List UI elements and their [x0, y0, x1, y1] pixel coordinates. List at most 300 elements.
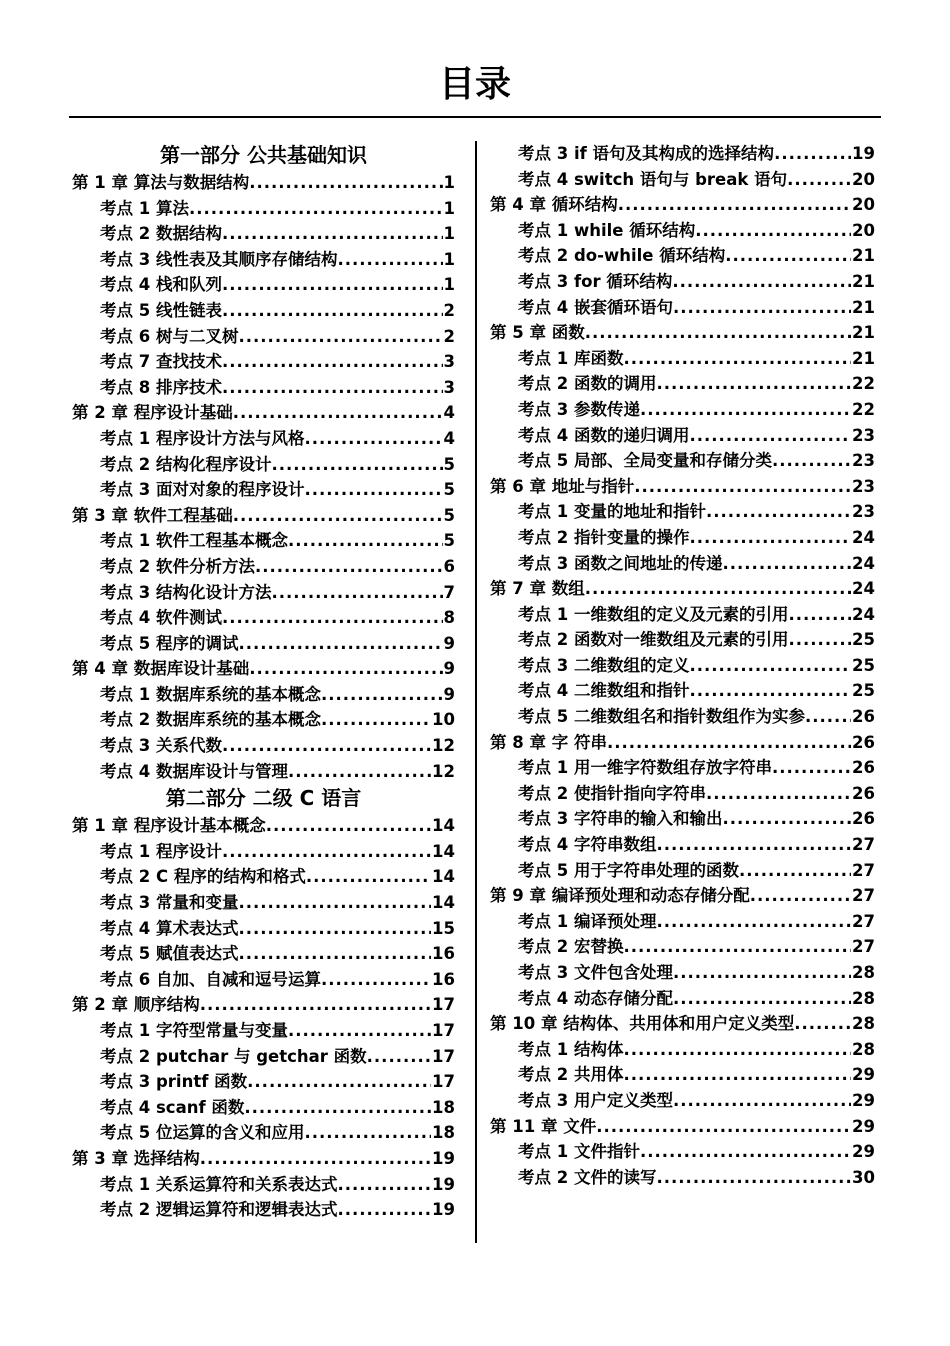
toc-topic-entry[interactable] [490, 295, 875, 321]
dot-leader [788, 627, 851, 653]
page-title: 目录 [438, 64, 511, 105]
toc-topic-entry[interactable] [72, 580, 455, 606]
dot-leader [238, 890, 431, 916]
dot-leader [585, 320, 851, 346]
entry-title: 第 2 章 程序设计基础 [72, 403, 233, 423]
entry-title: 考点 6 树与二叉树 [100, 326, 239, 346]
entry-title: 考点 2 数据库系统的基本概念 [100, 710, 321, 730]
toc-chapter-entry[interactable] [490, 474, 875, 500]
entry-title: 考点 3 for 循环结构 [518, 271, 673, 291]
page-number: 23 [852, 476, 875, 496]
page-number: 25 [852, 630, 875, 650]
entry-title: 考点 3 函数之间地址的传递 [518, 553, 723, 573]
page-number: 14 [432, 893, 455, 913]
entry-title: 考点 1 文件指针 [518, 1142, 640, 1162]
entry-title: 考点 4 动态存储分配 [518, 988, 673, 1008]
page-number: 25 [852, 681, 875, 701]
page-number: 9 [443, 633, 455, 653]
dot-leader [623, 934, 851, 960]
page-number: 10 [432, 710, 455, 730]
toc-topic-entry[interactable] [490, 653, 875, 679]
dot-leader [787, 167, 851, 193]
toc-topic-entry[interactable] [490, 141, 875, 167]
toc-topic-entry[interactable] [72, 554, 455, 580]
page-number: 1 [443, 275, 455, 295]
dot-leader [607, 730, 851, 756]
toc-chapter-entry[interactable] [490, 1114, 875, 1140]
dot-leader [673, 1088, 851, 1114]
page-number: 21 [852, 297, 875, 317]
dot-leader [623, 1037, 851, 1063]
entry-title: 第 11 章 文件 [490, 1116, 597, 1136]
dot-leader [288, 1018, 431, 1044]
page-number: 19 [432, 1148, 455, 1168]
toc-topic-entry[interactable] [72, 759, 455, 785]
dot-leader [249, 170, 442, 196]
dot-leader [304, 426, 442, 452]
entry-title: 考点 3 printf 函数 [100, 1072, 248, 1092]
entry-title: 第 2 章 顺序结构 [72, 995, 200, 1015]
dot-leader [337, 1197, 431, 1223]
toc-topic-entry[interactable] [490, 909, 875, 935]
page-number: 26 [852, 783, 875, 803]
entry-title: 考点 2 函数的调用 [518, 374, 657, 394]
dot-leader [244, 1095, 431, 1121]
page-number: 19 [432, 1174, 455, 1194]
entry-title: 考点 2 文件的读写 [518, 1167, 657, 1187]
toc-topic-entry[interactable] [72, 528, 455, 554]
page-number: 14 [432, 867, 455, 887]
entry-title: 考点 2 使指针指向字符串 [518, 783, 706, 803]
toc-topic-entry[interactable] [72, 1095, 455, 1121]
toc-topic-entry[interactable] [72, 605, 455, 631]
page-number: 29 [852, 1065, 875, 1085]
toc-topic-entry[interactable] [72, 916, 455, 942]
entry-title: 考点 1 一维数组的定义及元素的引用 [518, 604, 789, 624]
entry-title: 第 4 章 循环结构 [490, 195, 618, 215]
toc-chapter-entry[interactable] [490, 320, 875, 346]
entry-title: 考点 1 while 循环结构 [518, 220, 696, 240]
dot-leader [222, 298, 443, 324]
toc-topic-entry[interactable] [72, 1172, 455, 1198]
dot-leader [238, 916, 431, 942]
entry-title: 考点 3 关系代数 [100, 736, 222, 756]
dot-leader [238, 941, 431, 967]
toc-topic-entry[interactable] [490, 1165, 875, 1191]
entry-title: 考点 4 字符串数组 [518, 835, 657, 855]
page-number: 29 [852, 1116, 875, 1136]
entry-title: 第 9 章 编译预处理和动态存储分配 [490, 886, 750, 906]
entry-title: 第 5 章 函数 [490, 323, 585, 343]
page-number: 21 [852, 271, 875, 291]
dot-leader [805, 704, 851, 730]
dot-leader [673, 986, 851, 1012]
entry-title: 考点 2 宏替换 [518, 937, 624, 957]
dot-leader [695, 218, 851, 244]
entry-title: 考点 4 scanf 函数 [100, 1097, 245, 1117]
dot-leader [304, 1120, 431, 1146]
page-number: 8 [443, 608, 455, 628]
toc-chapter-entry[interactable] [72, 656, 455, 682]
page-number: 12 [432, 736, 455, 756]
dot-leader [618, 192, 851, 218]
toc-topic-entry[interactable] [72, 682, 455, 708]
entry-title: 考点 4 栈和队列 [100, 275, 222, 295]
entry-title: 第 1 章 算法与数据结构 [72, 173, 250, 192]
entry-title: 考点 3 if 语句及其构成的选择结构 [518, 144, 775, 163]
toc-topic-entry[interactable] [490, 602, 875, 628]
part-heading-text: 第二部分 二级 C 语言 [165, 786, 362, 811]
entry-title: 考点 2 do-while 循环结构 [518, 246, 726, 266]
toc-topic-entry[interactable] [490, 167, 875, 193]
dot-leader [247, 1069, 431, 1095]
page-number: 24 [852, 527, 875, 547]
entry-title: 考点 4 数据库设计与管理 [100, 761, 288, 781]
page-number: 23 [852, 502, 875, 522]
dot-leader [255, 554, 443, 580]
dot-leader [623, 346, 851, 372]
page-number: 28 [852, 1039, 875, 1059]
dot-leader [233, 400, 443, 426]
dot-leader [673, 960, 851, 986]
entry-title: 考点 1 关系运算符和关系表达式 [100, 1174, 338, 1194]
toc-chapter-entry[interactable] [490, 883, 875, 909]
dot-leader [222, 605, 443, 631]
toc-topic-entry[interactable] [72, 272, 455, 298]
dot-leader [321, 967, 431, 993]
entry-title: 考点 4 算术表达式 [100, 918, 239, 938]
page-number: 26 [852, 732, 875, 752]
entry-title: 考点 7 查找技术 [100, 352, 222, 372]
page-number: 3 [443, 352, 455, 372]
entry-title: 考点 2 结构化程序设计 [100, 454, 272, 474]
page-number: 14 [432, 841, 455, 861]
entry-title: 考点 1 程序设计 [100, 841, 222, 861]
dot-leader [788, 602, 851, 628]
toc-topic-entry[interactable] [490, 499, 875, 525]
entry-title: 考点 5 用于字符串处理的函数 [518, 860, 739, 880]
page-number: 5 [443, 480, 455, 500]
page-number: 29 [852, 1090, 875, 1110]
toc-topic-entry[interactable] [72, 707, 455, 733]
entry-title: 考点 5 局部、全局变量和存储分类 [518, 451, 772, 471]
dot-leader [306, 864, 431, 890]
toc-topic-entry[interactable] [72, 1069, 455, 1095]
toc-chapter-entry[interactable] [72, 400, 455, 426]
toc-topic-entry[interactable] [490, 525, 875, 551]
toc-topic-entry[interactable] [72, 941, 455, 967]
page-number: 1 [443, 173, 455, 192]
entry-title: 考点 1 结构体 [518, 1039, 624, 1059]
toc-topic-entry[interactable] [490, 960, 875, 986]
dot-leader [689, 423, 851, 449]
entry-title: 考点 2 C 程序的结构和格式 [100, 867, 306, 887]
toc-topic-entry[interactable] [490, 1062, 875, 1088]
entry-title: 考点 3 线性表及其顺序存储结构 [100, 249, 338, 269]
page-number: 22 [852, 374, 875, 394]
entry-title: 考点 2 共用体 [518, 1065, 624, 1085]
toc-topic-entry[interactable] [72, 298, 455, 324]
page-number: 17 [432, 1021, 455, 1040]
page-number: 16 [432, 944, 455, 964]
entry-title: 考点 1 字符型常量与变量 [100, 1021, 288, 1040]
toc-topic-entry[interactable] [490, 1037, 875, 1063]
page-number: 17 [432, 1072, 455, 1092]
page-number: 15 [432, 918, 455, 938]
toc-topic-entry[interactable] [490, 1139, 875, 1165]
entry-title: 考点 1 库函数 [518, 348, 624, 368]
toc-topic-entry[interactable] [72, 247, 455, 273]
toc-topic-entry[interactable] [72, 733, 455, 759]
column-divider [475, 141, 477, 1243]
toc-topic-entry[interactable] [72, 349, 455, 375]
entry-title: 考点 4 二维数组和指针 [518, 681, 690, 701]
page-number: 16 [432, 969, 455, 989]
dot-leader [656, 909, 851, 935]
toc-topic-entry[interactable] [72, 1044, 455, 1070]
toc-topic-entry[interactable] [72, 452, 455, 478]
page-number: 22 [852, 399, 875, 419]
page-number: 5 [443, 454, 455, 474]
page-number: 23 [852, 425, 875, 445]
entry-title: 考点 1 用一维字符数组存放字符串 [518, 758, 772, 778]
toc-chapter-entry[interactable] [72, 813, 455, 839]
page-number: 17 [432, 995, 455, 1015]
toc-topic-entry[interactable] [72, 631, 455, 657]
toc-topic-entry[interactable] [490, 218, 875, 244]
page-number: 4 [443, 428, 455, 448]
page-number: 20 [852, 220, 875, 240]
entry-title: 考点 3 常量和变量 [100, 893, 239, 913]
page-number: 19 [852, 144, 875, 163]
page-number: 27 [852, 937, 875, 957]
dot-leader [271, 452, 442, 478]
toc-topic-entry[interactable] [490, 371, 875, 397]
entry-title: 考点 1 算法 [100, 198, 189, 218]
entry-title: 考点 5 二维数组名和指针数组作为实参 [518, 707, 805, 727]
toc-left-column [72, 141, 455, 1223]
toc-topic-entry[interactable] [490, 806, 875, 832]
dot-leader [222, 272, 443, 298]
page-number: 21 [852, 348, 875, 368]
dot-leader [794, 1011, 851, 1037]
toc-chapter-entry[interactable] [72, 1146, 455, 1172]
entry-title: 考点 4 switch 语句与 break 语句 [518, 169, 788, 189]
toc-chapter-entry[interactable] [72, 992, 455, 1018]
entry-title: 考点 3 字符串的输入和输出 [518, 809, 723, 829]
toc-topic-entry[interactable] [72, 221, 455, 247]
dot-leader [189, 196, 443, 222]
dot-leader [222, 839, 431, 865]
dot-leader [271, 580, 442, 606]
page-number: 2 [443, 300, 455, 320]
dot-leader [337, 247, 442, 273]
toc-topic-entry[interactable] [490, 423, 875, 449]
toc-topic-entry[interactable] [72, 839, 455, 865]
page-number: 19 [432, 1200, 455, 1220]
toc-topic-entry[interactable] [72, 1018, 455, 1044]
dot-leader [774, 141, 851, 167]
dot-leader [706, 499, 851, 525]
toc-topic-entry[interactable] [490, 627, 875, 653]
entry-title: 考点 6 自加、自减和逗号运算 [100, 969, 321, 989]
page-number: 26 [852, 707, 875, 727]
entry-title: 考点 3 面对对象的程序设计 [100, 480, 305, 500]
dot-leader [596, 1114, 851, 1140]
page-number: 2 [443, 326, 455, 346]
toc-topic-entry[interactable] [72, 477, 455, 503]
title-underline [69, 116, 881, 118]
page-number: 28 [852, 988, 875, 1008]
toc-topic-entry[interactable] [490, 269, 875, 295]
entry-title: 考点 1 编译预处理 [518, 911, 657, 931]
toc-topic-entry[interactable] [490, 448, 875, 474]
entry-title: 考点 2 逻辑运算符和逻辑表达式 [100, 1200, 338, 1220]
toc-topic-entry[interactable] [72, 864, 455, 890]
entry-title: 考点 2 函数对一维数组及元素的引用 [518, 630, 789, 650]
page-number: 5 [443, 531, 455, 551]
entry-title: 第 8 章 字 符串 [490, 732, 607, 752]
toc-topic-entry[interactable] [490, 934, 875, 960]
toc-chapter-entry[interactable] [490, 730, 875, 756]
toc-chapter-entry[interactable] [72, 503, 455, 529]
entry-title: 考点 4 函数的递归调用 [518, 425, 690, 445]
dot-leader [656, 371, 851, 397]
toc-topic-entry[interactable] [490, 243, 875, 269]
toc-topic-entry[interactable] [72, 375, 455, 401]
toc-right-column [490, 141, 875, 1190]
toc-topic-entry[interactable] [490, 704, 875, 730]
dot-leader [249, 656, 442, 682]
page-number: 28 [852, 1014, 875, 1034]
dot-leader [222, 349, 443, 375]
dot-leader [689, 653, 851, 679]
entry-title: 考点 5 赋值表达式 [100, 944, 239, 964]
dot-leader [233, 503, 443, 529]
entry-title: 考点 3 二维数组的定义 [518, 655, 690, 675]
entry-title: 考点 3 结构化设计方法 [100, 582, 272, 602]
dot-leader [238, 324, 442, 350]
dot-leader [772, 448, 851, 474]
toc-topic-entry[interactable] [490, 986, 875, 1012]
toc-topic-entry[interactable] [490, 397, 875, 423]
toc-topic-entry[interactable] [72, 196, 455, 222]
page-number: 20 [852, 195, 875, 215]
page-number: 9 [443, 659, 455, 679]
dot-leader [640, 1139, 851, 1165]
entry-title: 第 7 章 数组 [490, 579, 585, 599]
toc-chapter-entry[interactable] [490, 192, 875, 218]
toc-topic-entry[interactable] [72, 1197, 455, 1223]
dot-leader [739, 858, 851, 884]
page-number: 24 [852, 579, 875, 599]
dot-leader [656, 1165, 851, 1191]
page-number: 7 [443, 582, 455, 602]
toc-chapter-entry[interactable] [490, 576, 875, 602]
toc-topic-entry[interactable] [490, 832, 875, 858]
entry-title: 考点 3 参数传递 [518, 399, 640, 419]
dot-leader [750, 883, 851, 909]
dot-leader [222, 221, 443, 247]
page-number: 27 [852, 886, 875, 906]
page-number: 3 [443, 377, 455, 397]
toc-topic-entry[interactable] [72, 967, 455, 993]
page-number: 1 [443, 198, 455, 218]
entry-title: 第 1 章 程序设计基本概念 [72, 816, 266, 836]
toc-topic-entry[interactable] [490, 346, 875, 372]
dot-leader [222, 375, 443, 401]
toc-topic-entry[interactable] [72, 324, 455, 350]
page-number: 21 [852, 246, 875, 266]
page-number: 23 [852, 451, 875, 471]
toc-topic-entry[interactable] [72, 426, 455, 452]
part-heading-text: 第一部分 公共基础知识 [160, 143, 367, 167]
entry-title: 考点 1 程序设计方法与风格 [100, 428, 305, 448]
dot-leader [673, 295, 851, 321]
toc-chapter-entry[interactable] [490, 1011, 875, 1037]
entry-title: 第 4 章 数据库设计基础 [72, 659, 250, 679]
page-number: 27 [852, 835, 875, 855]
entry-title: 考点 5 位运算的含义和应用 [100, 1123, 305, 1143]
page-number: 9 [443, 684, 455, 704]
toc-topic-entry[interactable] [490, 781, 875, 807]
entry-title: 第 3 章 选择结构 [72, 1148, 200, 1168]
toc-chapter-entry[interactable] [72, 170, 455, 196]
toc-topic-entry[interactable] [72, 1120, 455, 1146]
page-number: 1 [443, 224, 455, 244]
dot-leader [772, 755, 851, 781]
dot-leader [656, 832, 851, 858]
dot-leader [585, 576, 851, 602]
page-number: 18 [432, 1123, 455, 1143]
page-number: 29 [852, 1142, 875, 1162]
toc-part-heading[interactable] [72, 141, 455, 170]
toc-topic-entry[interactable] [490, 755, 875, 781]
toc-topic-entry[interactable] [490, 678, 875, 704]
toc-topic-entry[interactable] [490, 858, 875, 884]
dot-leader [722, 806, 851, 832]
page-number: 25 [852, 655, 875, 675]
dot-leader [266, 813, 431, 839]
entry-title: 考点 8 排序技术 [100, 377, 222, 397]
page-number: 21 [852, 323, 875, 343]
page-number: 26 [852, 758, 875, 778]
dot-leader [337, 1172, 431, 1198]
entry-title: 考点 2 指针变量的操作 [518, 527, 690, 547]
toc-part-heading[interactable] [72, 784, 455, 813]
page-number: 18 [432, 1097, 455, 1117]
page-number: 1 [443, 249, 455, 269]
entry-title: 考点 1 变量的地址和指针 [518, 502, 706, 522]
dot-leader [200, 992, 431, 1018]
dot-leader [200, 1146, 431, 1172]
toc-topic-entry[interactable] [490, 1088, 875, 1114]
page-number: 27 [852, 911, 875, 931]
dot-leader [288, 759, 431, 785]
page-number: 27 [852, 860, 875, 880]
entry-title: 第 6 章 地址与指针 [490, 476, 635, 496]
entry-title: 考点 5 线性链表 [100, 300, 222, 320]
dot-leader [288, 528, 443, 554]
page-number: 17 [432, 1046, 455, 1066]
toc-topic-entry[interactable] [490, 551, 875, 577]
dot-leader [623, 1062, 851, 1088]
dot-leader [672, 269, 851, 295]
dot-leader [321, 707, 431, 733]
dot-leader [222, 733, 431, 759]
entry-title: 考点 2 软件分析方法 [100, 556, 255, 576]
toc-topic-entry[interactable] [72, 890, 455, 916]
